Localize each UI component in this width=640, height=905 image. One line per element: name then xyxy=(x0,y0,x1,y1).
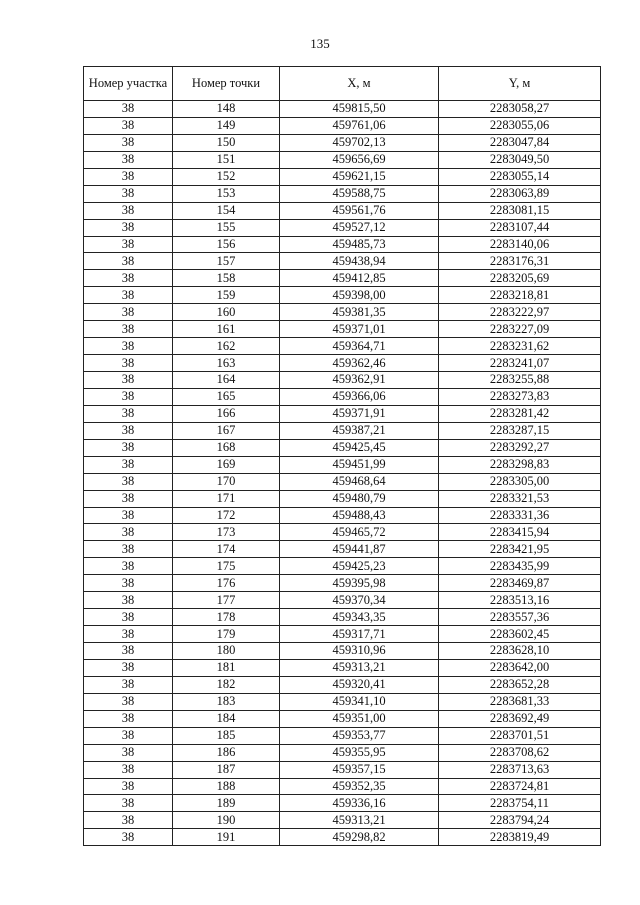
cell-plot-number: 38 xyxy=(84,592,173,609)
cell-x-coordinate: 459362,46 xyxy=(280,355,439,372)
cell-y-coordinate: 2283292,27 xyxy=(439,439,601,456)
cell-x-coordinate: 459588,75 xyxy=(280,185,439,202)
table-row xyxy=(84,422,601,439)
cell-point-number: 191 xyxy=(173,829,280,846)
cell-plot-number: 38 xyxy=(84,270,173,287)
cell-plot-number: 38 xyxy=(84,609,173,626)
cell-x-coordinate: 459815,50 xyxy=(280,101,439,118)
cell-point-number: 151 xyxy=(173,151,280,168)
cell-y-coordinate: 2283049,50 xyxy=(439,151,601,168)
cell-point-number: 149 xyxy=(173,117,280,134)
cell-plot-number: 38 xyxy=(84,151,173,168)
cell-x-coordinate: 459527,12 xyxy=(280,219,439,236)
table-row xyxy=(84,219,601,236)
cell-point-number: 160 xyxy=(173,304,280,321)
table-row xyxy=(84,575,601,592)
cell-x-coordinate: 459468,64 xyxy=(280,473,439,490)
cell-point-number: 187 xyxy=(173,761,280,778)
cell-y-coordinate: 2283642,00 xyxy=(439,659,601,676)
cell-plot-number: 38 xyxy=(84,185,173,202)
cell-y-coordinate: 2283469,87 xyxy=(439,575,601,592)
cell-x-coordinate: 459702,13 xyxy=(280,134,439,151)
cell-point-number: 173 xyxy=(173,524,280,541)
cell-point-number: 186 xyxy=(173,744,280,761)
cell-y-coordinate: 2283794,24 xyxy=(439,812,601,829)
cell-x-coordinate: 459465,72 xyxy=(280,524,439,541)
cell-y-coordinate: 2283205,69 xyxy=(439,270,601,287)
cell-point-number: 183 xyxy=(173,693,280,710)
cell-plot-number: 38 xyxy=(84,473,173,490)
cell-point-number: 158 xyxy=(173,270,280,287)
cell-point-number: 166 xyxy=(173,405,280,422)
cell-x-coordinate: 459561,76 xyxy=(280,202,439,219)
cell-point-number: 162 xyxy=(173,338,280,355)
cell-plot-number: 38 xyxy=(84,287,173,304)
cell-x-coordinate: 459370,34 xyxy=(280,592,439,609)
table-header xyxy=(84,67,601,101)
cell-plot-number: 38 xyxy=(84,812,173,829)
cell-x-coordinate: 459364,71 xyxy=(280,338,439,355)
cell-plot-number: 38 xyxy=(84,778,173,795)
table-row xyxy=(84,592,601,609)
cell-y-coordinate: 2283692,49 xyxy=(439,710,601,727)
cell-x-coordinate: 459313,21 xyxy=(280,659,439,676)
cell-y-coordinate: 2283298,83 xyxy=(439,456,601,473)
cell-y-coordinate: 2283081,15 xyxy=(439,202,601,219)
cell-point-number: 161 xyxy=(173,321,280,338)
cell-y-coordinate: 2283701,51 xyxy=(439,727,601,744)
cell-plot-number: 38 xyxy=(84,117,173,134)
cell-plot-number: 38 xyxy=(84,626,173,643)
cell-y-coordinate: 2283602,45 xyxy=(439,626,601,643)
cell-y-coordinate: 2283331,36 xyxy=(439,507,601,524)
table-row xyxy=(84,355,601,372)
cell-y-coordinate: 2283241,07 xyxy=(439,355,601,372)
cell-y-coordinate: 2283227,09 xyxy=(439,321,601,338)
cell-plot-number: 38 xyxy=(84,134,173,151)
cell-y-coordinate: 2283047,84 xyxy=(439,134,601,151)
table-row xyxy=(84,405,601,422)
cell-x-coordinate: 459336,16 xyxy=(280,795,439,812)
table-row xyxy=(84,456,601,473)
header-point-number: Номер точки xyxy=(173,67,280,101)
coordinates-table xyxy=(83,66,601,846)
cell-y-coordinate: 2283754,11 xyxy=(439,795,601,812)
page-number: 135 xyxy=(310,36,330,51)
table-row xyxy=(84,490,601,507)
cell-point-number: 179 xyxy=(173,626,280,643)
cell-plot-number: 38 xyxy=(84,253,173,270)
cell-y-coordinate: 2283819,49 xyxy=(439,829,601,846)
cell-plot-number: 38 xyxy=(84,727,173,744)
cell-point-number: 171 xyxy=(173,490,280,507)
table-row xyxy=(84,507,601,524)
cell-x-coordinate: 459353,77 xyxy=(280,727,439,744)
cell-plot-number: 38 xyxy=(84,693,173,710)
cell-point-number: 168 xyxy=(173,439,280,456)
table-row xyxy=(84,778,601,795)
table-row xyxy=(84,270,601,287)
table-row xyxy=(84,372,601,389)
cell-x-coordinate: 459341,10 xyxy=(280,693,439,710)
table-row xyxy=(84,541,601,558)
cell-y-coordinate: 2283055,14 xyxy=(439,168,601,185)
cell-plot-number: 38 xyxy=(84,676,173,693)
cell-y-coordinate: 2283063,89 xyxy=(439,185,601,202)
cell-y-coordinate: 2283107,44 xyxy=(439,219,601,236)
cell-plot-number: 38 xyxy=(84,795,173,812)
cell-plot-number: 38 xyxy=(84,321,173,338)
cell-plot-number: 38 xyxy=(84,405,173,422)
cell-point-number: 165 xyxy=(173,388,280,405)
cell-plot-number: 38 xyxy=(84,541,173,558)
cell-x-coordinate: 459355,95 xyxy=(280,744,439,761)
cell-x-coordinate: 459398,00 xyxy=(280,287,439,304)
cell-y-coordinate: 2283321,53 xyxy=(439,490,601,507)
cell-y-coordinate: 2283681,33 xyxy=(439,693,601,710)
cell-point-number: 156 xyxy=(173,236,280,253)
cell-x-coordinate: 459317,71 xyxy=(280,626,439,643)
cell-x-coordinate: 459381,35 xyxy=(280,304,439,321)
cell-x-coordinate: 459371,01 xyxy=(280,321,439,338)
cell-y-coordinate: 2283628,10 xyxy=(439,643,601,660)
cell-x-coordinate: 459488,43 xyxy=(280,507,439,524)
table-row xyxy=(84,761,601,778)
table-row xyxy=(84,117,601,134)
table-body xyxy=(84,101,601,846)
cell-y-coordinate: 2283421,95 xyxy=(439,541,601,558)
cell-plot-number: 38 xyxy=(84,524,173,541)
cell-plot-number: 38 xyxy=(84,439,173,456)
cell-y-coordinate: 2283305,00 xyxy=(439,473,601,490)
cell-point-number: 172 xyxy=(173,507,280,524)
cell-point-number: 190 xyxy=(173,812,280,829)
cell-y-coordinate: 2283713,63 xyxy=(439,761,601,778)
cell-plot-number: 38 xyxy=(84,643,173,660)
cell-y-coordinate: 2283513,16 xyxy=(439,592,601,609)
cell-plot-number: 38 xyxy=(84,659,173,676)
cell-plot-number: 38 xyxy=(84,422,173,439)
cell-y-coordinate: 2283652,28 xyxy=(439,676,601,693)
cell-x-coordinate: 459438,94 xyxy=(280,253,439,270)
cell-point-number: 157 xyxy=(173,253,280,270)
cell-point-number: 182 xyxy=(173,676,280,693)
cell-plot-number: 38 xyxy=(84,490,173,507)
table-row xyxy=(84,439,601,456)
cell-point-number: 189 xyxy=(173,795,280,812)
cell-y-coordinate: 2283231,62 xyxy=(439,338,601,355)
cell-x-coordinate: 459310,96 xyxy=(280,643,439,660)
table-row xyxy=(84,134,601,151)
cell-plot-number: 38 xyxy=(84,558,173,575)
cell-plot-number: 38 xyxy=(84,304,173,321)
cell-y-coordinate: 2283273,83 xyxy=(439,388,601,405)
cell-y-coordinate: 2283176,31 xyxy=(439,253,601,270)
header-x-coordinate: X, м xyxy=(280,67,439,101)
cell-plot-number: 38 xyxy=(84,338,173,355)
cell-point-number: 174 xyxy=(173,541,280,558)
cell-x-coordinate: 459387,21 xyxy=(280,422,439,439)
table-row xyxy=(84,626,601,643)
cell-y-coordinate: 2283058,27 xyxy=(439,101,601,118)
cell-x-coordinate: 459366,06 xyxy=(280,388,439,405)
table-row xyxy=(84,727,601,744)
table-row xyxy=(84,829,601,846)
table-row xyxy=(84,338,601,355)
cell-plot-number: 38 xyxy=(84,202,173,219)
table-row xyxy=(84,676,601,693)
table-row xyxy=(84,710,601,727)
cell-point-number: 178 xyxy=(173,609,280,626)
cell-x-coordinate: 459425,23 xyxy=(280,558,439,575)
cell-point-number: 188 xyxy=(173,778,280,795)
cell-y-coordinate: 2283724,81 xyxy=(439,778,601,795)
table-row xyxy=(84,185,601,202)
cell-plot-number: 38 xyxy=(84,168,173,185)
cell-y-coordinate: 2283557,36 xyxy=(439,609,601,626)
cell-y-coordinate: 2283055,06 xyxy=(439,117,601,134)
table-row xyxy=(84,236,601,253)
table-row xyxy=(84,321,601,338)
cell-x-coordinate: 459451,99 xyxy=(280,456,439,473)
cell-x-coordinate: 459761,06 xyxy=(280,117,439,134)
table-row xyxy=(84,812,601,829)
cell-point-number: 159 xyxy=(173,287,280,304)
table-row xyxy=(84,304,601,321)
cell-y-coordinate: 2283218,81 xyxy=(439,287,601,304)
cell-point-number: 164 xyxy=(173,372,280,389)
table-row xyxy=(84,168,601,185)
cell-point-number: 167 xyxy=(173,422,280,439)
cell-y-coordinate: 2283708,62 xyxy=(439,744,601,761)
cell-point-number: 155 xyxy=(173,219,280,236)
cell-plot-number: 38 xyxy=(84,507,173,524)
cell-plot-number: 38 xyxy=(84,829,173,846)
cell-x-coordinate: 459425,45 xyxy=(280,439,439,456)
table-row xyxy=(84,795,601,812)
cell-plot-number: 38 xyxy=(84,744,173,761)
cell-x-coordinate: 459371,91 xyxy=(280,405,439,422)
cell-y-coordinate: 2283435,99 xyxy=(439,558,601,575)
cell-point-number: 170 xyxy=(173,473,280,490)
cell-x-coordinate: 459320,41 xyxy=(280,676,439,693)
cell-plot-number: 38 xyxy=(84,219,173,236)
cell-x-coordinate: 459441,87 xyxy=(280,541,439,558)
cell-point-number: 184 xyxy=(173,710,280,727)
table-row xyxy=(84,388,601,405)
cell-point-number: 177 xyxy=(173,592,280,609)
cell-x-coordinate: 459621,15 xyxy=(280,168,439,185)
table-row xyxy=(84,744,601,761)
cell-y-coordinate: 2283140,06 xyxy=(439,236,601,253)
header-row xyxy=(84,67,601,101)
table-row xyxy=(84,643,601,660)
cell-x-coordinate: 459343,35 xyxy=(280,609,439,626)
table-row xyxy=(84,151,601,168)
cell-plot-number: 38 xyxy=(84,388,173,405)
cell-y-coordinate: 2283281,42 xyxy=(439,405,601,422)
cell-point-number: 150 xyxy=(173,134,280,151)
table-row xyxy=(84,253,601,270)
table-row xyxy=(84,473,601,490)
cell-plot-number: 38 xyxy=(84,236,173,253)
cell-point-number: 181 xyxy=(173,659,280,676)
table-row xyxy=(84,693,601,710)
cell-x-coordinate: 459313,21 xyxy=(280,812,439,829)
cell-point-number: 153 xyxy=(173,185,280,202)
cell-point-number: 175 xyxy=(173,558,280,575)
cell-plot-number: 38 xyxy=(84,355,173,372)
cell-x-coordinate: 459357,15 xyxy=(280,761,439,778)
table-row xyxy=(84,558,601,575)
cell-x-coordinate: 459298,82 xyxy=(280,829,439,846)
cell-plot-number: 38 xyxy=(84,761,173,778)
table-row xyxy=(84,659,601,676)
cell-x-coordinate: 459351,00 xyxy=(280,710,439,727)
cell-x-coordinate: 459480,79 xyxy=(280,490,439,507)
header-y-coordinate: Y, м xyxy=(439,67,601,101)
cell-plot-number: 38 xyxy=(84,710,173,727)
cell-point-number: 169 xyxy=(173,456,280,473)
cell-y-coordinate: 2283222,97 xyxy=(439,304,601,321)
cell-point-number: 185 xyxy=(173,727,280,744)
cell-plot-number: 38 xyxy=(84,456,173,473)
table-row xyxy=(84,524,601,541)
cell-x-coordinate: 459362,91 xyxy=(280,372,439,389)
cell-plot-number: 38 xyxy=(84,575,173,592)
cell-point-number: 163 xyxy=(173,355,280,372)
table-row xyxy=(84,287,601,304)
cell-point-number: 154 xyxy=(173,202,280,219)
cell-y-coordinate: 2283255,88 xyxy=(439,372,601,389)
table-row xyxy=(84,101,601,118)
cell-x-coordinate: 459412,85 xyxy=(280,270,439,287)
cell-plot-number: 38 xyxy=(84,101,173,118)
cell-point-number: 176 xyxy=(173,575,280,592)
cell-x-coordinate: 459352,35 xyxy=(280,778,439,795)
table-row xyxy=(84,609,601,626)
cell-x-coordinate: 459656,69 xyxy=(280,151,439,168)
cell-point-number: 148 xyxy=(173,101,280,118)
cell-y-coordinate: 2283415,94 xyxy=(439,524,601,541)
header-plot-number: Номер участка xyxy=(84,67,173,101)
cell-point-number: 152 xyxy=(173,168,280,185)
cell-point-number: 180 xyxy=(173,643,280,660)
cell-x-coordinate: 459485,73 xyxy=(280,236,439,253)
cell-x-coordinate: 459395,98 xyxy=(280,575,439,592)
cell-plot-number: 38 xyxy=(84,372,173,389)
table-row xyxy=(84,202,601,219)
cell-y-coordinate: 2283287,15 xyxy=(439,422,601,439)
